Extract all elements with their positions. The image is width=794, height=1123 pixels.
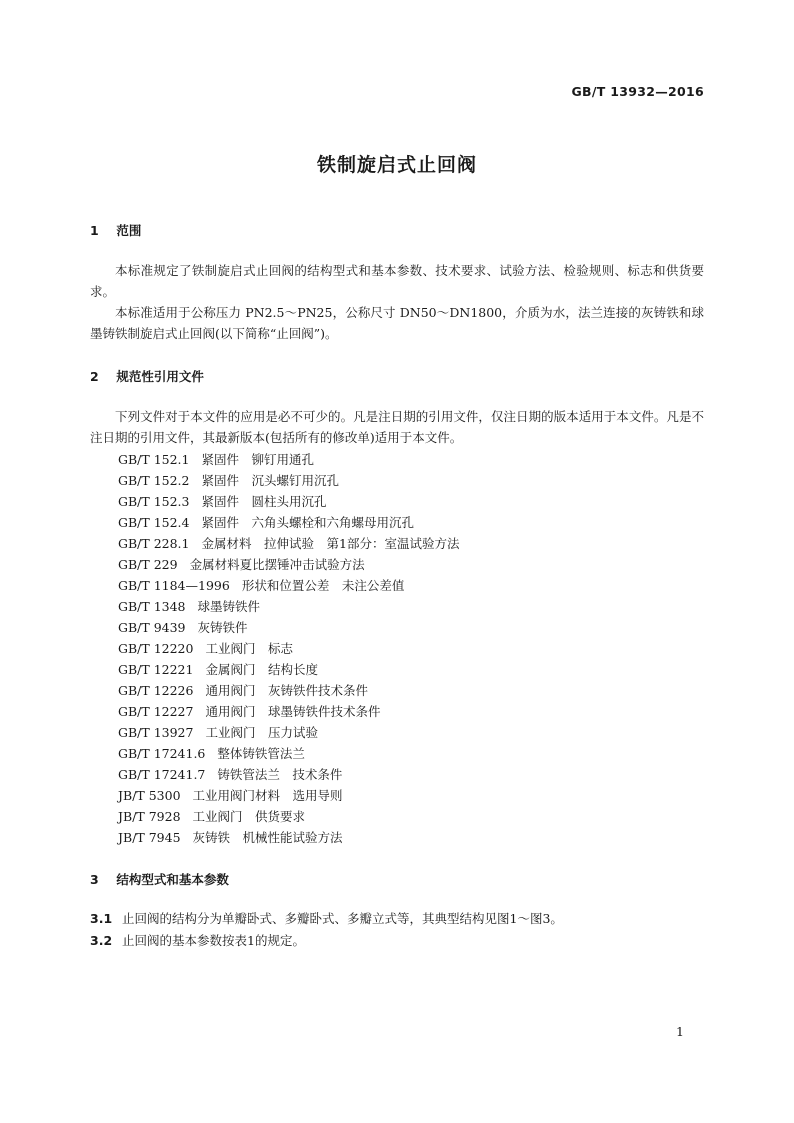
- reference-item: [118, 470, 459, 491]
- reference-item: [118, 659, 459, 680]
- reference-title: 工业阀门 供货要求: [192, 809, 306, 824]
- reference-item: [118, 533, 459, 554]
- reference-title: 金属材料夏比摆锤冲击试验方法: [189, 557, 365, 572]
- reference-code: GB/T 12221: [118, 662, 194, 677]
- reference-code: GB/T 17241.7: [118, 767, 206, 782]
- reference-code: GB/T 12227: [118, 704, 194, 719]
- section-number: 3: [90, 872, 99, 887]
- reference-code: GB/T 152.1: [118, 452, 190, 467]
- reference-item: [118, 701, 459, 722]
- scope-paragraph-1: 本标准规定了铁制旋启式止回阀的结构型式和基本参数、技术要求、试验方法、检验规则、标志和供货要求。: [90, 263, 704, 299]
- reference-list: [118, 449, 459, 848]
- scope-paragraph-2: 本标准适用于公称压力 PN2.5～PN25，公称尺寸 DN50～DN1800，介质为水，法兰连接的灰铸铁和球墨铸铁制旋启式止回阀(以下简称“止回阀”)。: [90, 305, 704, 341]
- section-title: 结构型式和基本参数: [116, 872, 229, 887]
- reference-title: 金属阀门 结构长度: [205, 662, 318, 677]
- section-title: 范围: [116, 223, 142, 238]
- reference-code: GB/T 1348: [118, 599, 186, 614]
- reference-item: [118, 806, 459, 827]
- reference-title: 工业用阀门材料 选用导则: [192, 788, 343, 803]
- standard-code: GB/T 13932—2016: [571, 84, 704, 99]
- reference-code: GB/T 228.1: [118, 536, 190, 551]
- reference-code: GB/T 13927: [118, 725, 194, 740]
- references-intro: 下列文件对于本文件的应用是必不可少的。凡是注日期的引用文件，仅注日期的版本适用于本文件。凡是不注日期的引用文件，其最新版本(包括所有的修改单)适用于本文件。: [90, 409, 704, 445]
- reference-item: [118, 596, 459, 617]
- reference-code: GB/T 152.2: [118, 473, 190, 488]
- document-title: 铁制旋启式止回阀: [316, 154, 477, 176]
- reference-code: JB/T 7945: [118, 830, 181, 845]
- reference-item: [118, 638, 459, 659]
- reference-title: 灰铸铁件: [197, 620, 248, 635]
- reference-title: 球墨铸铁件: [197, 599, 261, 614]
- reference-item: [118, 827, 459, 848]
- reference-title: 工业阀门 压力试验: [205, 725, 318, 740]
- reference-title: 金属材料 拉伸试验 第1部分：室温试验方法: [201, 536, 460, 551]
- reference-item: [118, 785, 459, 806]
- reference-code: GB/T 12220: [118, 641, 194, 656]
- reference-item: [118, 764, 459, 785]
- section-number: 1: [90, 223, 99, 238]
- reference-item: [118, 491, 459, 512]
- reference-title: 整体铸铁管法兰: [217, 746, 305, 761]
- reference-item: [118, 743, 459, 764]
- reference-code: GB/T 9439: [118, 620, 186, 635]
- clause-3-2: [90, 930, 305, 951]
- reference-code: GB/T 152.3: [118, 494, 190, 509]
- reference-item: [118, 554, 459, 575]
- reference-code: GB/T 229: [118, 557, 178, 572]
- section-title: 规范性引用文件: [116, 369, 204, 384]
- reference-title: 铸铁管法兰 技术条件: [217, 767, 343, 782]
- clause-number: 3.1: [90, 911, 113, 926]
- reference-title: 形状和位置公差 未注公差值: [241, 578, 405, 593]
- reference-code: JB/T 7928: [118, 809, 181, 824]
- section-1-heading: [90, 221, 141, 239]
- reference-code: JB/T 5300: [118, 788, 181, 803]
- reference-title: 工业阀门 标志: [205, 641, 293, 656]
- reference-code: GB/T 12226: [118, 683, 194, 698]
- reference-title: 通用阀门 球墨铸铁件技术条件: [205, 704, 381, 719]
- reference-code: GB/T 17241.6: [118, 746, 206, 761]
- reference-title: 通用阀门 灰铸铁件技术条件: [205, 683, 368, 698]
- reference-code: GB/T 1184—1996: [118, 578, 230, 593]
- reference-item: [118, 722, 459, 743]
- reference-item: [118, 680, 459, 701]
- section-number: 2: [90, 369, 99, 384]
- reference-item: [118, 512, 459, 533]
- reference-item: [118, 617, 459, 638]
- reference-title: 灰铸铁 机械性能试验方法: [192, 830, 343, 845]
- clause-3-1: [90, 908, 563, 929]
- clause-text: 止回阀的基本参数按表1的规定。: [122, 933, 305, 948]
- page-number: 1: [676, 1024, 684, 1039]
- clause-text: 止回阀的结构分为单瓣卧式、多瓣卧式、多瓣立式等，其典型结构见图1～图3。: [122, 911, 563, 926]
- reference-item: [118, 575, 459, 596]
- reference-item: [118, 449, 459, 470]
- clause-number: 3.2: [90, 933, 113, 948]
- reference-title: 紧固件 六角头螺栓和六角螺母用沉孔: [201, 515, 414, 530]
- section-3-heading: [90, 870, 229, 888]
- reference-title: 紧固件 铆钉用通孔: [201, 452, 314, 467]
- section-2-heading: [90, 367, 204, 385]
- reference-title: 紧固件 沉头螺钉用沉孔: [201, 473, 339, 488]
- reference-code: GB/T 152.4: [118, 515, 190, 530]
- reference-title: 紧固件 圆柱头用沉孔: [201, 494, 327, 509]
